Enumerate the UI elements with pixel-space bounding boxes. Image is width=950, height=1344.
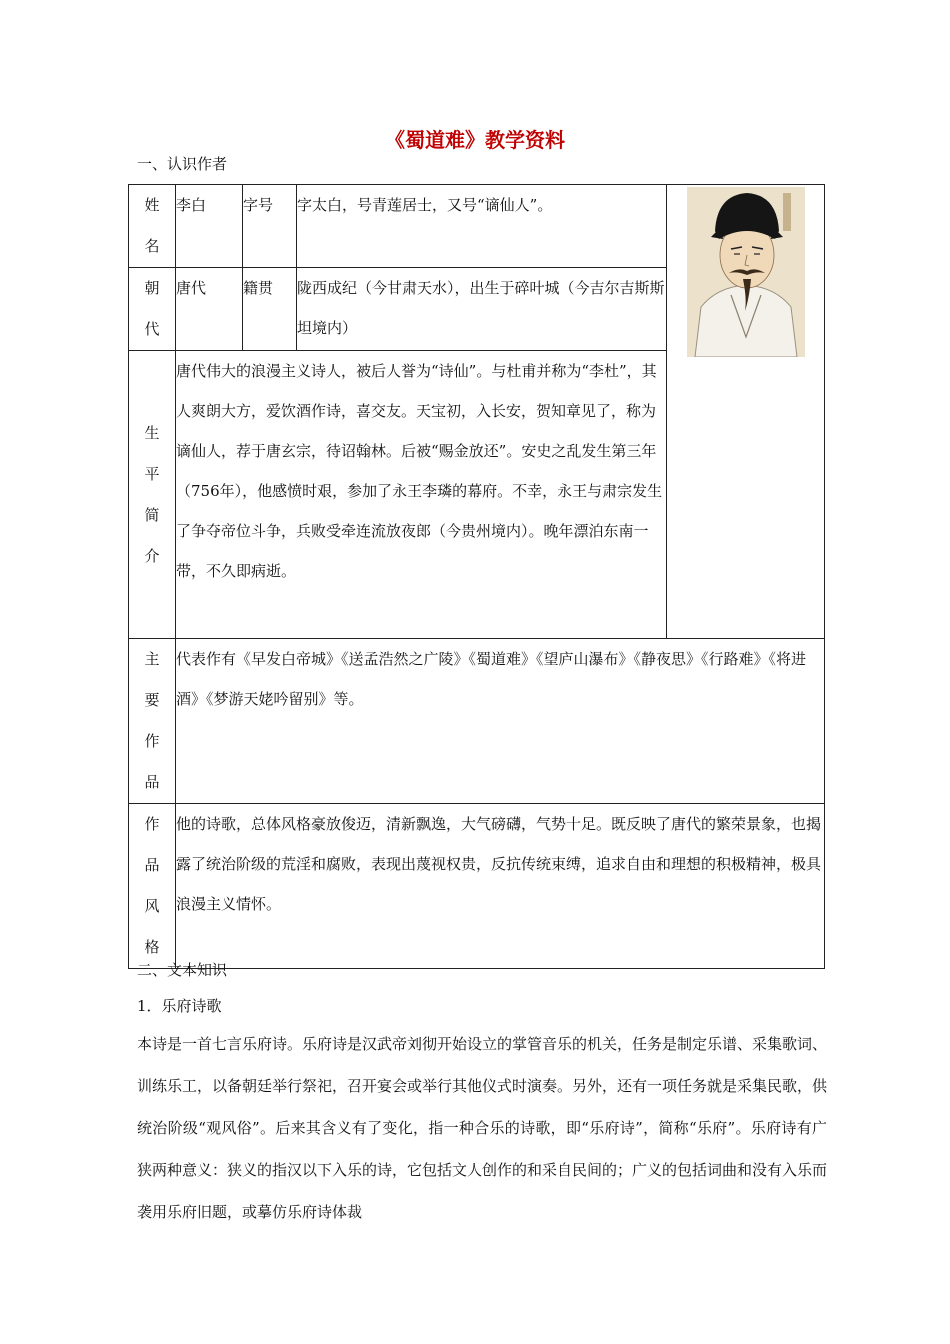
bio-value: 唐代伟大的浪漫主义诗人，被后人誉为“诗仙”。与杜甫并称为“李杜”，其人爽朗大方，爱饮酒作诗，喜交友。天宝初，入长安，贺知章见了，称为谪仙人，荐于唐玄宗，待诏翰林。后被“赐金放还”。安史之乱发生第三年（756年），他感愤时艰，参加了永王李璘的幕府。不幸，永王与肃宗发生了争夺帝位斗争，兵败受牵连流放夜郎（今贵州境内）。晚年漂泊东南一带，不久即病逝。 <box>176 351 667 639</box>
style-label-char: 作 <box>144 815 160 833</box>
works-label-char: 品 <box>144 773 160 791</box>
courtesy-label: 字号 <box>243 185 297 268</box>
dynasty-label-cell <box>129 268 176 351</box>
subsection-heading-yuefu: 1．乐府诗歌 <box>137 997 222 1015</box>
works-label-char: 要 <box>144 691 160 709</box>
style-label-char: 风 <box>144 897 160 915</box>
author-info-table <box>128 184 825 969</box>
style-label-char: 品 <box>144 856 160 874</box>
origin-value: 陇西成纪（今甘肃天水），出生于碎叶城（今吉尔吉斯斯坦境内） <box>297 268 667 351</box>
li-bai-portrait-icon <box>687 187 805 357</box>
bio-label-cell <box>129 351 176 639</box>
works-label-char: 作 <box>144 732 160 750</box>
bio-label-char: 介 <box>144 546 160 565</box>
section-heading-text-knowledge: 二、文本知识 <box>137 961 228 979</box>
dynasty-label-char: 朝 <box>144 279 160 297</box>
style-value: 他的诗歌，总体风格豪放俊迈，清新飘逸，大气磅礴，气势十足。既反映了唐代的繁荣景象，也揭露了统治阶级的荒淫和腐败，表现出蔑视权贵，反抗传统束缚，追求自由和理想的积极精神，极具浪漫主义情怀。 <box>176 804 825 969</box>
works-label-char: 主 <box>144 650 160 668</box>
courtesy-value: 字太白，号青莲居士，又号“谪仙人”。 <box>297 185 667 268</box>
name-label-char: 姓 <box>144 196 160 214</box>
dynasty-value: 唐代 <box>176 268 243 351</box>
document-title: 《蜀道难》教学资料 <box>385 128 565 152</box>
style-label-cell <box>129 804 176 969</box>
name-label-cell <box>129 185 176 268</box>
bio-label-char: 简 <box>144 505 160 524</box>
name-value: 李白 <box>176 185 243 268</box>
portrait-cell <box>667 185 825 639</box>
origin-label: 籍贯 <box>243 268 297 351</box>
style-label-char: 格 <box>144 938 160 956</box>
works-label-cell <box>129 639 176 804</box>
name-label-char: 名 <box>144 237 160 255</box>
bio-label-char: 生 <box>144 423 160 442</box>
yuefu-paragraph: 本诗是一首七言乐府诗。乐府诗是汉武帝刘彻开始设立的掌管音乐的机关，任务是制定乐谱、采集歌词、训练乐工，以备朝廷举行祭祀，召开宴会或举行其他仪式时演奏。另外，还有一项任务就是采集民歌，供统治阶级“观风俗”。后来其含义有了变化，指一种合乐的诗歌，即“乐府诗”，简称“乐府”。乐府诗有广狭两种意义：狭义的指汉以下入乐的诗，它包括文人创作的和采自民间的；广义的包括词曲和没有入乐而袭用乐府旧题，或摹仿乐府诗体裁 <box>137 1035 828 1221</box>
section-heading-author: 一、认识作者 <box>137 155 228 173</box>
works-value: 代表作有《早发白帝城》《送孟浩然之广陵》《蜀道难》《望庐山瀑布》《静夜思》《行路难》《将进酒》《梦游天姥吟留别》等。 <box>176 639 825 804</box>
bio-label-char: 平 <box>144 464 160 483</box>
dynasty-label-char: 代 <box>144 320 160 338</box>
